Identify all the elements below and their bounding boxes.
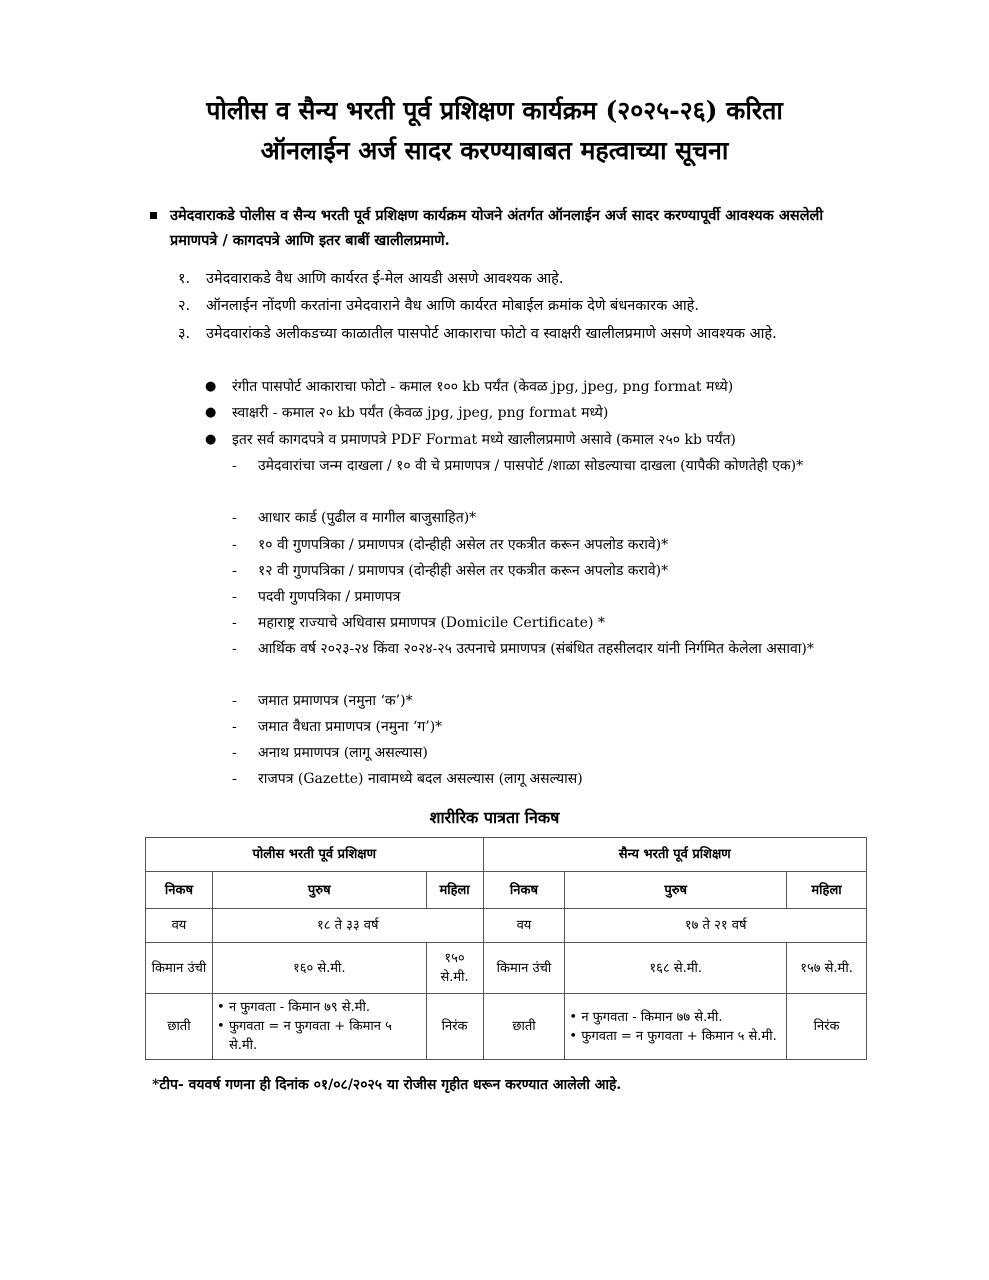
document-list-item: [232, 689, 862, 713]
police-height-female: १५० से.मी.: [426, 943, 483, 994]
dash-marker: -: [232, 458, 237, 474]
table-row: [146, 943, 867, 994]
police-height-male: १६० से.मी.: [212, 943, 426, 994]
document-text: अनाथ प्रमाणपत्र (लागू असल्यास): [258, 745, 428, 761]
male-header: पुरुष: [565, 872, 787, 909]
document-list-item: [232, 585, 862, 609]
police-training-header: पोलीस भरती पूर्व प्रशिक्षण: [146, 838, 484, 872]
physical-criteria-table: [145, 837, 867, 1060]
item-text: उमेदवाराकडे वैध आणि कार्यरत ई-मेल आयडी असणे आवश्यक आहे.: [206, 271, 564, 287]
chest-requirement: • न फुगवता - किमान ७७ से.मी.: [568, 1008, 783, 1027]
age-label: वय: [483, 909, 565, 943]
chest-label: छाती: [483, 994, 565, 1060]
document-list-item: [232, 741, 862, 765]
document-text: १० वी गुणपत्रिका / प्रमाणपत्र (दोन्हीही असेल तर एकत्रीत करून अपलोड करावे)*: [258, 537, 669, 553]
dash-marker: -: [232, 771, 237, 787]
male-header: पुरुष: [212, 872, 426, 909]
bullet-dot-icon: ●: [205, 405, 217, 420]
table-row: [146, 909, 867, 943]
item-number: ३.: [178, 326, 191, 342]
page-title-line-1: पोलीस व सैन्य भरती पूर्व प्रशिक्षण कार्यक्रम (२०२५-२६) करिता: [206, 96, 783, 125]
document-text: जमात वैधता प्रमाणपत्र (नमुना ‘ग’)*: [258, 719, 443, 735]
dash-marker: -: [232, 693, 237, 709]
bullet-item: [205, 401, 855, 425]
item-number: १.: [178, 271, 191, 287]
table-row: [146, 994, 867, 1060]
army-age-value: १७ ते २१ वर्ष: [565, 909, 867, 943]
item-text: ऑनलाईन नोंदणी करतांना उमेदवाराने वैध आणि कार्यरत मोबाईल क्रमांक देणे बंधनकारक आहे.: [206, 298, 699, 314]
army-training-header: सैन्य भरती पूर्व प्रशिक्षण: [483, 838, 866, 872]
document-text: १२ वी गुणपत्रिका / प्रमाणपत्र (दोन्हीही असेल तर एकत्रीत करून अपलोड करावे)*: [258, 563, 669, 579]
numbered-item: [178, 322, 878, 346]
document-text: महाराष्ट्र राज्याचे अधिवास प्रमाणपत्र (Domicile Certificate) *: [258, 615, 605, 631]
item-number: २.: [178, 298, 191, 314]
document-list-item: [232, 611, 862, 635]
height-label: किमान उंची: [483, 943, 565, 994]
army-height-male: १६८ से.मी.: [565, 943, 787, 994]
dash-marker: -: [232, 537, 237, 553]
document-list-item: [232, 533, 862, 557]
army-chest-female: निरंक: [787, 994, 867, 1060]
chest-label: छाती: [146, 994, 213, 1060]
square-bullet-icon: [150, 212, 157, 219]
numbered-item: [178, 294, 878, 318]
bullet-text: रंगीत पासपोर्ट आकाराचा फोटो - कमाल १०० kb पर्यंत (केवळ jpg, jpeg, png format मध्ये): [232, 379, 734, 395]
item-text: उमेदवारांकडे अलीकडच्या काळातील पासपोर्ट आकाराचा फोटो व स्वाक्षरी खालीलप्रमाणे असणे आवश्यक आहे.: [206, 326, 777, 342]
female-header: महिला: [787, 872, 867, 909]
dash-marker: -: [232, 641, 237, 657]
dash-marker: -: [232, 615, 237, 631]
document-list-item: [232, 454, 862, 478]
document-list-item: [232, 637, 862, 661]
army-height-female: १५७ से.मी.: [787, 943, 867, 994]
police-chest-female: निरंक: [426, 994, 483, 1060]
document-text: राजपत्र (Gazette) नावामध्ये बदल असल्यास (लागू असल्यास): [258, 771, 583, 787]
dash-marker: -: [232, 589, 237, 605]
page-title-line-2: ऑनलाईन अर्ज सादर करण्याबाबत महत्वाच्या सूचना: [260, 136, 729, 165]
document-list-item: [232, 715, 862, 739]
criteria-header: निकष: [483, 872, 565, 909]
dash-marker: -: [232, 719, 237, 735]
table-title: शारीरिक पात्रता निकष: [429, 808, 560, 827]
bullet-text: इतर सर्व कागदपत्रे व प्रमाणपत्रे PDF Format मध्ये खालीलप्रमाणे असावे (कमाल २५० kb पर्यंत): [232, 432, 736, 448]
bullet-dot-icon: ●: [205, 432, 217, 447]
chest-requirement: • फुगवता = न फुगवता + किमान ५ से.मी.: [568, 1027, 783, 1046]
age-label: वय: [146, 909, 213, 943]
document-list-item: [232, 767, 862, 791]
intro-paragraph: [150, 203, 850, 253]
dash-marker: -: [232, 510, 237, 526]
chest-requirement: • फुगवता = न फुगवता + किमान ५ से.मी.: [216, 1017, 423, 1055]
intro-text: उमेदवाराकडे पोलीस व सैन्य भरती पूर्व प्रशिक्षण कार्यक्रम योजने अंतर्गत ऑनलाईन अर्ज सादर करण्यापूर्वी आवश्यक असलेली प्रमाणपत्रे / कागदपत्रे आणि इतर बाबीं खालीलप्रमाणे.: [170, 207, 824, 249]
bullet-item: [205, 428, 855, 452]
footnote: *टीप- वयवर्ष गणना ही दिनांक ०१/०८/२०२५ या रोजीस गृहीत धरून करण्यात आलेली आहे.: [152, 1077, 622, 1093]
document-text: जमात प्रमाणपत्र (नमुना ‘क’)*: [258, 693, 413, 709]
document-text: आर्थिक वर्ष २०२३-२४ किंवा २०२४-२५ उत्पनाचे प्रमाणपत्र (संबंधित तहसीलदार यांनी निर्गमित केलेला असावा)*: [258, 641, 814, 657]
criteria-header: निकष: [146, 872, 213, 909]
document-text: पदवी गुणपत्रिका / प्रमाणपत्र: [258, 589, 401, 605]
bullet-item: [205, 375, 855, 399]
dash-marker: -: [232, 563, 237, 579]
army-chest-male: [565, 994, 787, 1060]
document-text: उमेदवारांचा जन्म दाखला / १० वी चे प्रमाणपत्र / पासपोर्ट /शाळा सोडल्याचा दाखला (यापैकी कोणतेही एक)*: [258, 458, 804, 474]
chest-requirement: • न फुगवता - किमान ७९ से.मी.: [216, 998, 423, 1017]
height-label: किमान उंची: [146, 943, 213, 994]
dash-marker: -: [232, 745, 237, 761]
document-text: आधार कार्ड (पुढील व मागील बाजुसाहित)*: [258, 510, 477, 526]
police-age-value: १८ ते ३३ वर्ष: [212, 909, 483, 943]
bullet-text: स्वाक्षरी - कमाल २० kb पर्यंत (केवळ jpg, jpeg, png format मध्ये): [232, 405, 609, 421]
document-list-item: [232, 506, 862, 530]
female-header: महिला: [426, 872, 483, 909]
bullet-dot-icon: ●: [205, 379, 217, 394]
document-list-item: [232, 559, 862, 583]
numbered-item: [178, 267, 878, 291]
police-chest-male: [212, 994, 426, 1060]
